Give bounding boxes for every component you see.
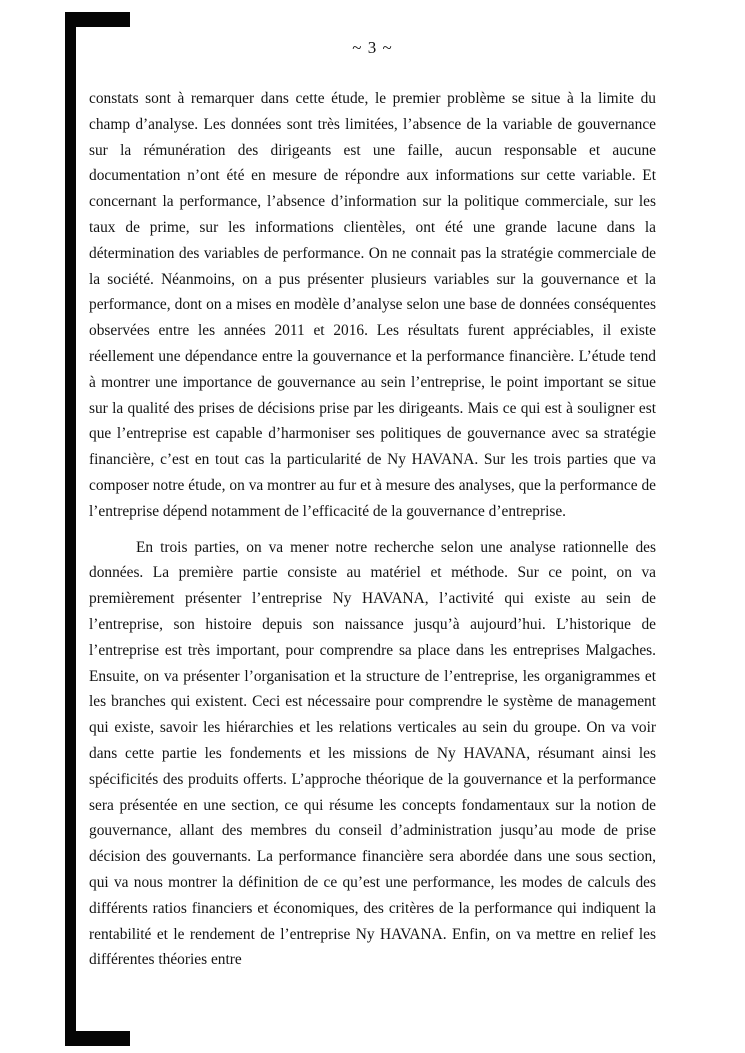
page-number: ~ 3 ~	[352, 38, 393, 57]
scan-edge-mark-vertical	[65, 14, 76, 1046]
paragraph-1: constats sont à remarquer dans cette étude, le premier problème se situe à la limite du champ d’analyse. Les données sont très limitées, l’absence de la variable de gouvernance sur la rémunération des dirigeants est une faille, aucun responsable et aucune documentation n’ont été en mesure de répondre aux informations sur cette variable. Et concernant la performance, l’absence d’information sur la politique commerciale, sur les taux de prime, sur les informations clientèles, ont été une grande lacune dans la détermination des variables de performance. On ne connait pas la stratégie commerciale de la société. Néanmoins, on a pus présenter plusieurs variables sur la gouvernance et la performance, dont on a mises en modèle d’analyse selon une base de données conséquentes observées entre les années 2011 et 2016. Les résultats furent appréciables, il existe réellement une dépendance entre la gouvernance et la performance financière. L’étude tend à montrer une importance de gouvernance au sein l’entreprise, le point important se situe sur la qualité des prises de décisions prise par les dirigeants. Mais ce qui est à souligner est que l’entreprise est capable d’harmoniser ses politiques de gouvernance avec sa stratégie financière, c’est en tout cas la particularité de Ny HAVANA. Sur les trois parties que va composer notre étude, on va montrer au fur et à mesure des analyses, que la performance de l’entreprise dépend notamment de l’efficacité de la gouvernance d’entreprise.	[89, 90, 656, 520]
paragraph-2: En trois parties, on va mener notre recherche selon une analyse rationnelle des données. La première partie consiste au matériel et méthode. Sur ce point, on va premièrement présenter l’entreprise Ny HAVANA, l’activité qui existe au sein de l’entreprise, son histoire depuis son naissance jusqu’à aujourd’hui. L’historique de l’entreprise est très important, pour comprendre sa place dans les entreprises Malgaches. Ensuite, on va présenter l’organisation et la structure de l’entreprise, les organigrammes et les branches qui existent. Ceci est nécessaire pour comprendre le système de management qui existe, savoir les hiérarchies et les relations verticales au sein du groupe. On va voir dans cette partie les fondements et les missions de Ny HAVANA, résumant ainsi les spécificités des produits offerts. L’approche théorique de la gouvernance et la performance sera présentée en une section, ce qui résume les concepts fondamentaux sur la notion de gouvernance, allant des membres du conseil d’administration jusqu’au mode de prise décision des gouvernants. La performance financière sera abordée dans une sous section, qui va nous montrer la définition de ce qu’est une performance, les modes de calculs des différents ratios financiers et économiques, des critères de la performance qui indiquent la rentabilité et le rendement de l’entreprise Ny HAVANA. Enfin, on va mettre en relief les différentes théories entre	[89, 538, 656, 969]
text-block	[89, 86, 656, 973]
scan-edge-mark-bottom	[65, 1031, 130, 1046]
scan-edge-mark-top	[65, 12, 130, 27]
